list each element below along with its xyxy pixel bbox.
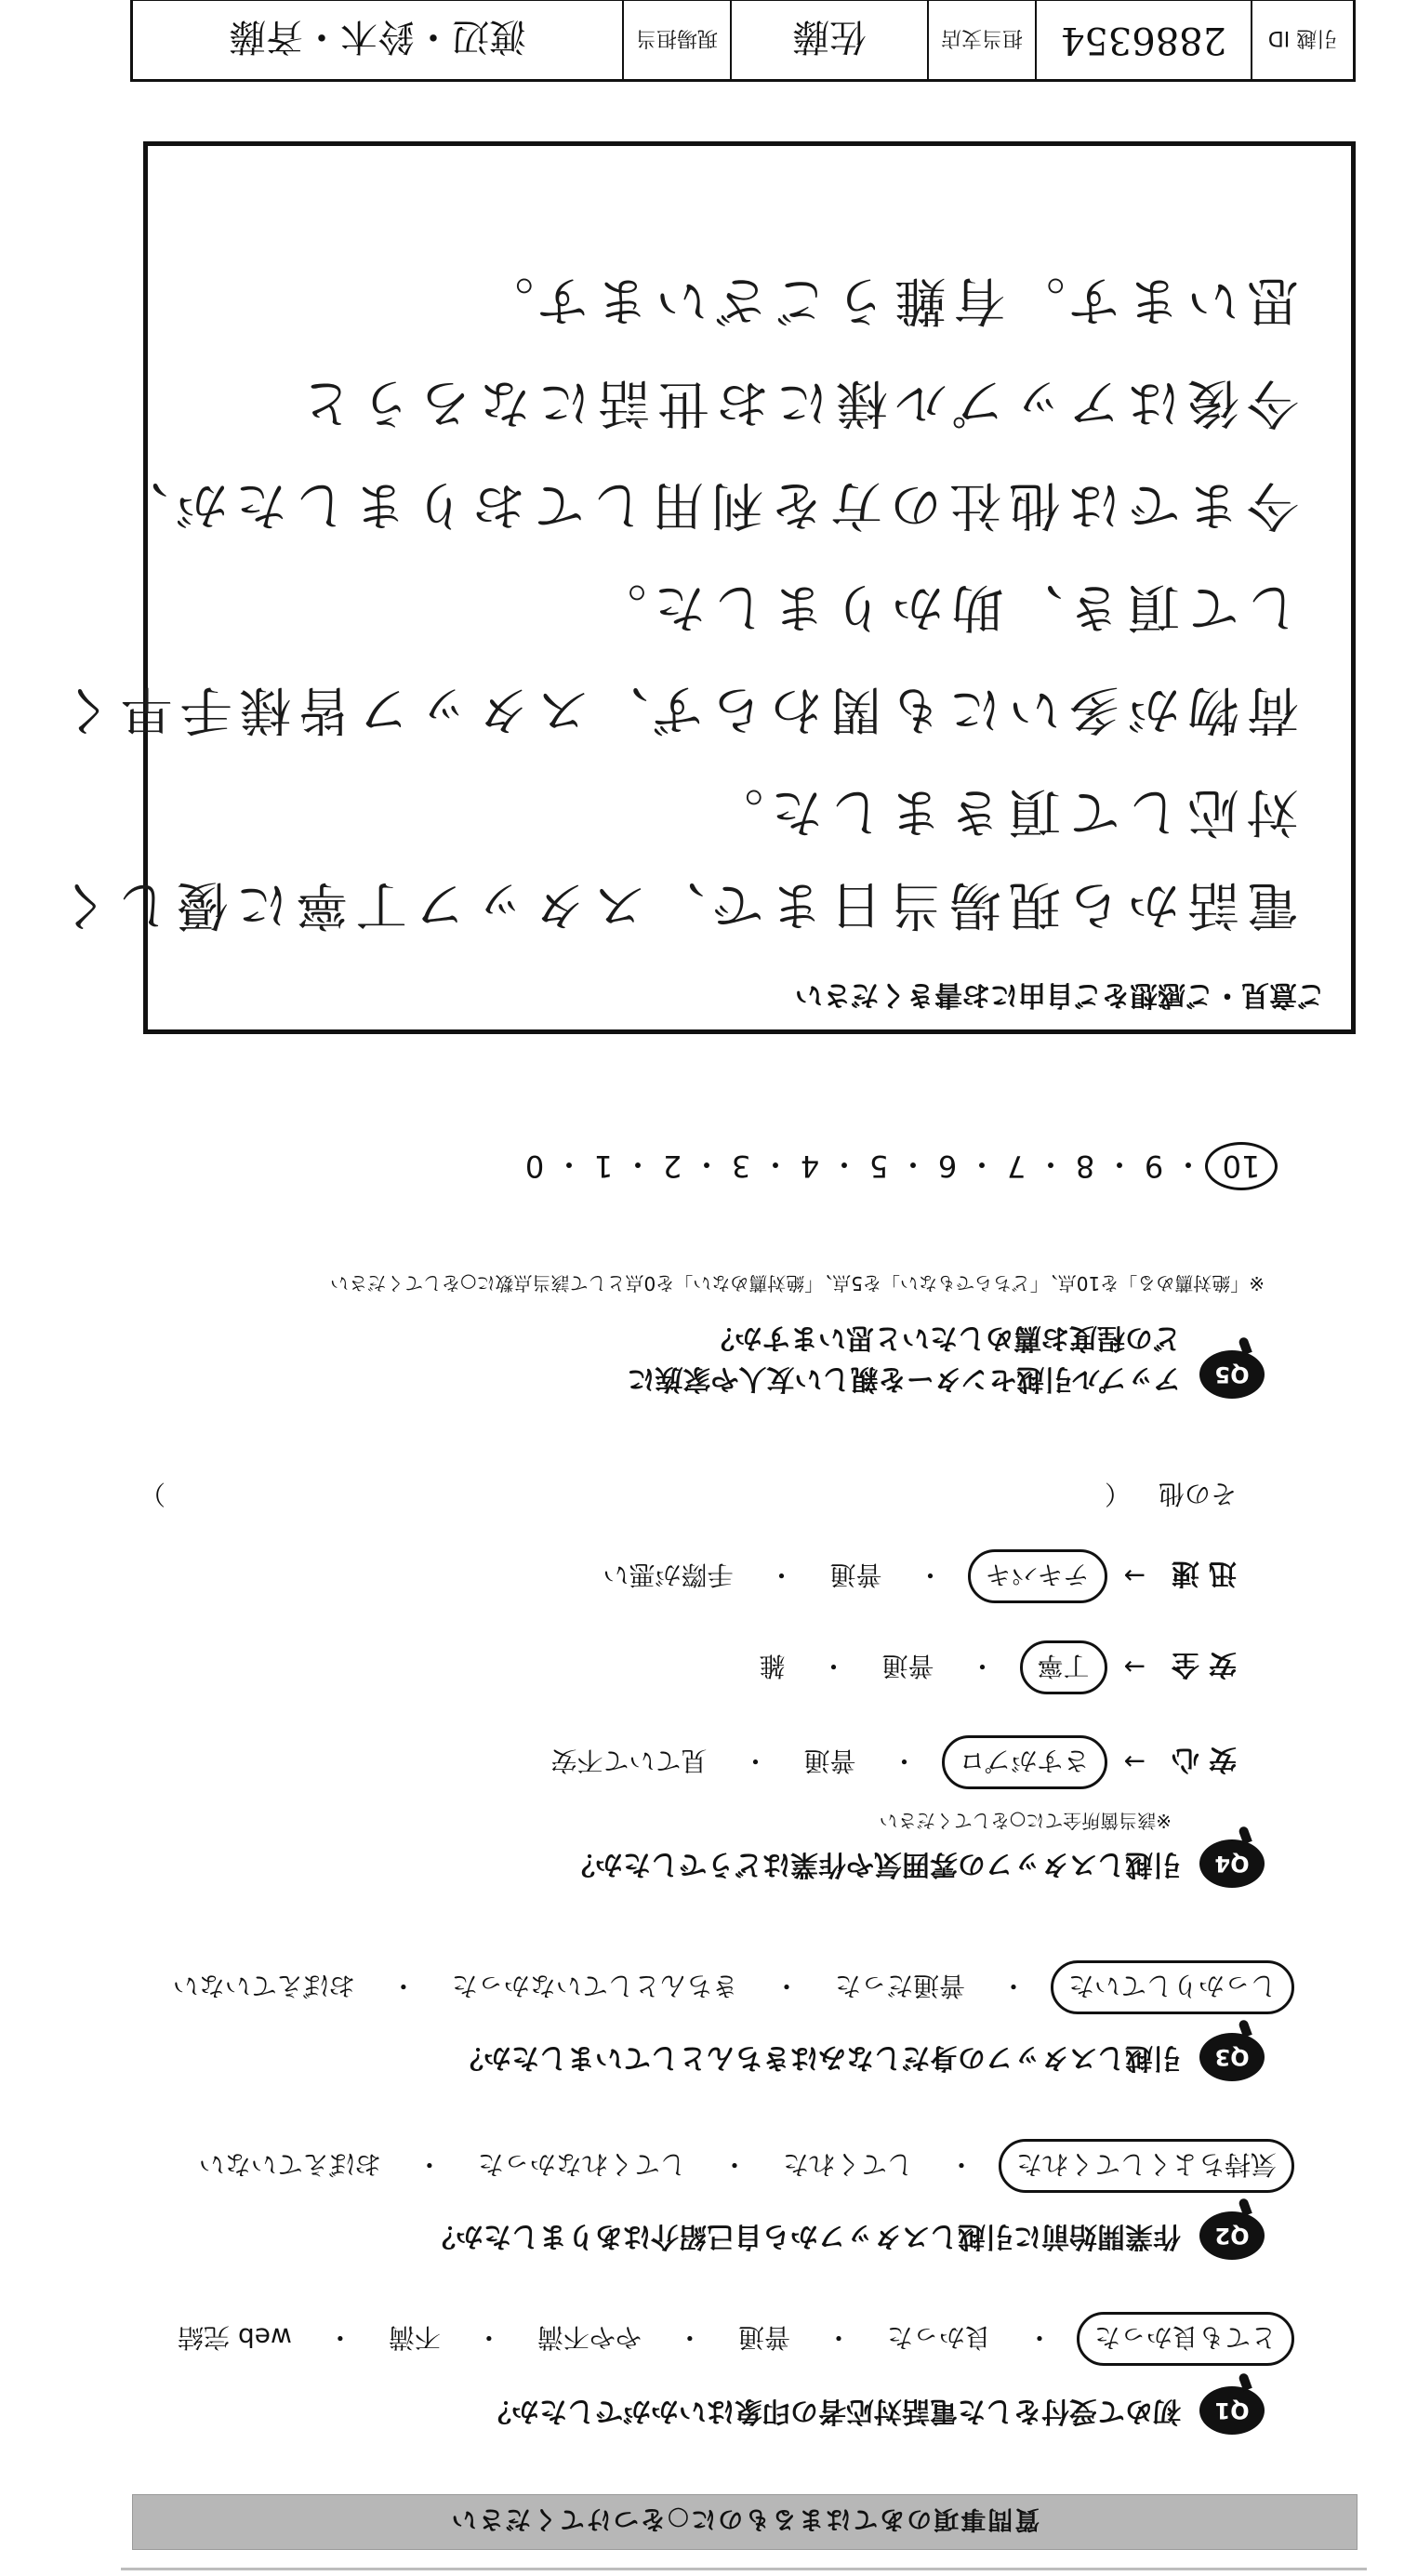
q1-option[interactable]: web 完結 [178, 2322, 292, 2353]
q4-category: 安心 [1162, 1743, 1237, 1775]
office-use-table [130, 0, 1356, 82]
q1-option-selected[interactable]: とても良かった [1077, 2312, 1294, 2366]
handwritten-line: 対応して頂きました。 [704, 781, 1299, 842]
q2-option[interactable]: おぼえていない [198, 2149, 381, 2180]
q3-badge: Q3 [1199, 2033, 1265, 2081]
q2-text: 作業開始前に引越しスタッフから自己紹介はありましたか？ [428, 2220, 1181, 2252]
q4-option[interactable]: 普通 [803, 1746, 856, 1776]
q3-option[interactable]: 普通だった [834, 1971, 965, 2001]
arrow-icon: → [1123, 1746, 1146, 1778]
q5-text-line2: どの程度お薦めしたいと思いますか？ [707, 1321, 1181, 1354]
q5-badge: Q5 [1199, 1350, 1265, 1399]
q1-option[interactable]: やや不満 [536, 2322, 642, 2353]
q5-score-scale: 10 ・ 9 ・ 8 ・ 7 ・ 6 ・ 5 ・ 4 ・ 3 ・ 2 ・ 1 ・ 0 [517, 1142, 1278, 1190]
q2-badge: Q2 [1199, 2211, 1265, 2260]
q1-text: 初めて受付をした電話対応者の印象はいかがでしたか？ [483, 2395, 1181, 2427]
q4-option-selected[interactable]: さすがプロ [942, 1735, 1107, 1789]
q4-text: 引越しスタッフの雰囲気や作業はどうでしたか？ [567, 1848, 1181, 1880]
q4-option[interactable]: 普通 [881, 1651, 934, 1681]
handwritten-line: 今までは他社の方を利用しておりましたが、 [109, 474, 1299, 535]
question-q4 [567, 1839, 1265, 1888]
q4-other-label: その他 [1158, 1479, 1237, 1509]
q2-option[interactable]: してくれなかった [477, 2149, 686, 2180]
score-option[interactable]: 1 [593, 1149, 614, 1184]
q4-row-jinsoku: 迅速 → テキパキ ・ 普通 ・ 手際が悪い [591, 1549, 1237, 1603]
branch-value[interactable]: 佐藤 [730, 1, 927, 79]
q4-other-close: ） [139, 1479, 166, 1509]
q2-option-selected[interactable]: 気持ちよくしてくれた [999, 2139, 1294, 2193]
q4-option-selected[interactable]: テキパキ [968, 1549, 1107, 1603]
q4-other-row [139, 1477, 1237, 1514]
q1-option[interactable]: 普通 [737, 2322, 790, 2353]
instructions-header [132, 2494, 1358, 2550]
branch-label: 担当支店 [927, 1, 1035, 79]
q4-option[interactable]: 普通 [829, 1560, 882, 1590]
arrow-icon: → [1123, 1652, 1146, 1683]
handwritten-line: 今後はアップル様にお世話になろうと [293, 372, 1299, 432]
score-option[interactable]: 5 [868, 1149, 889, 1184]
q4-badge: Q4 [1199, 1839, 1265, 1888]
q1-option[interactable]: 良かった [886, 2322, 991, 2353]
q4-category: 安全 [1162, 1648, 1237, 1680]
q4-option[interactable]: 手際が悪い [603, 1560, 734, 1590]
q5-note: ※「絶対薦める」を10点、「どちらでもない」を5点、「絶対薦めない」を0点として該当点数に○をしてください [330, 1272, 1265, 1295]
q4-option[interactable]: 雑 [759, 1651, 786, 1681]
q4-option[interactable]: 見ていて不安 [550, 1746, 708, 1776]
question-q2 [428, 2211, 1265, 2260]
q1-badge: Q1 [1199, 2386, 1265, 2435]
q4-option-selected[interactable]: 丁寧 [1020, 1640, 1107, 1694]
q1-option[interactable]: 不満 [388, 2322, 441, 2353]
arrow-icon: → [1123, 1560, 1146, 1592]
score-option[interactable]: 4 [800, 1149, 820, 1184]
score-option-selected[interactable]: 10 [1205, 1142, 1278, 1190]
handwritten-line: して頂き、助かりました。 [587, 577, 1299, 637]
comments-box[interactable] [50, 141, 1356, 1034]
handwritten-line: 荷物が多いにも関わらず、スタッフ皆様手早く [53, 679, 1299, 739]
comments-title: ご意見・ご感想をご自由にお書きください [795, 978, 1325, 1011]
q4-row-anzen: 安全 → 丁寧 ・ 普通 ・ 雑 [748, 1640, 1237, 1694]
q4-row-anshin: 安心 → さすがプロ ・ 普通 ・ 見ていて不安 [539, 1735, 1237, 1789]
q3-options: しっかりしていた ・ 普通だった ・ きちんとしていなかった ・ おぼえていない [162, 1960, 1294, 2014]
q4-note: ※該当箇所全てに○をしてください [879, 1810, 1172, 1832]
score-option[interactable]: 8 [1075, 1149, 1095, 1184]
question-q5 [628, 1317, 1265, 1399]
staff-label: 現場担当 [622, 1, 730, 79]
score-option[interactable]: 0 [524, 1149, 545, 1184]
q5-text-line1: アップル引越センターを親しい友人や家族に [627, 1362, 1181, 1395]
q4-other-open: （ [1104, 1479, 1131, 1509]
q3-text: 引越しスタッフの身だしなみはきちんとしていましたか？ [456, 2041, 1181, 2074]
instructions-text: 質問事項のあてはまるものに○をつけてください [449, 2504, 1040, 2534]
handwritten-line: 電話から現場当日まで、スタッフ丁寧に優しく [50, 874, 1299, 935]
q2-options: 気持ちよくしてくれた ・ してくれた ・ してくれなかった ・ おぼえていない [188, 2139, 1294, 2193]
q3-option-selected[interactable]: しっかりしていた [1051, 1960, 1294, 2014]
scan-line-top [121, 2568, 1367, 2570]
q4-category: 迅速 [1162, 1557, 1237, 1589]
q5-text [628, 1317, 1182, 1399]
score-option[interactable]: 7 [1006, 1149, 1027, 1184]
q2-option[interactable]: してくれた [782, 2149, 913, 2180]
move-id-label: 引越 ID [1251, 1, 1353, 79]
question-q1 [483, 2386, 1265, 2435]
question-q3 [456, 2033, 1265, 2081]
score-option[interactable]: 6 [937, 1149, 958, 1184]
move-id-value[interactable]: 2886354 [1035, 1, 1251, 79]
q3-option[interactable]: おぼえていない [172, 1971, 355, 2001]
staff-value[interactable]: 渡辺・鈴木・斉藤 [229, 15, 526, 59]
handwritten-line: 思います。有難うございます。 [473, 270, 1299, 330]
score-option[interactable]: 9 [1144, 1149, 1164, 1184]
q3-option[interactable]: きちんとしていなかった [451, 1971, 738, 2001]
score-option[interactable]: 2 [662, 1149, 682, 1184]
score-option[interactable]: 3 [731, 1149, 751, 1184]
q1-options: とても良かった ・ 良かった ・ 普通 ・ やや不満 ・ 不満 ・ web 完結 [166, 2312, 1294, 2366]
